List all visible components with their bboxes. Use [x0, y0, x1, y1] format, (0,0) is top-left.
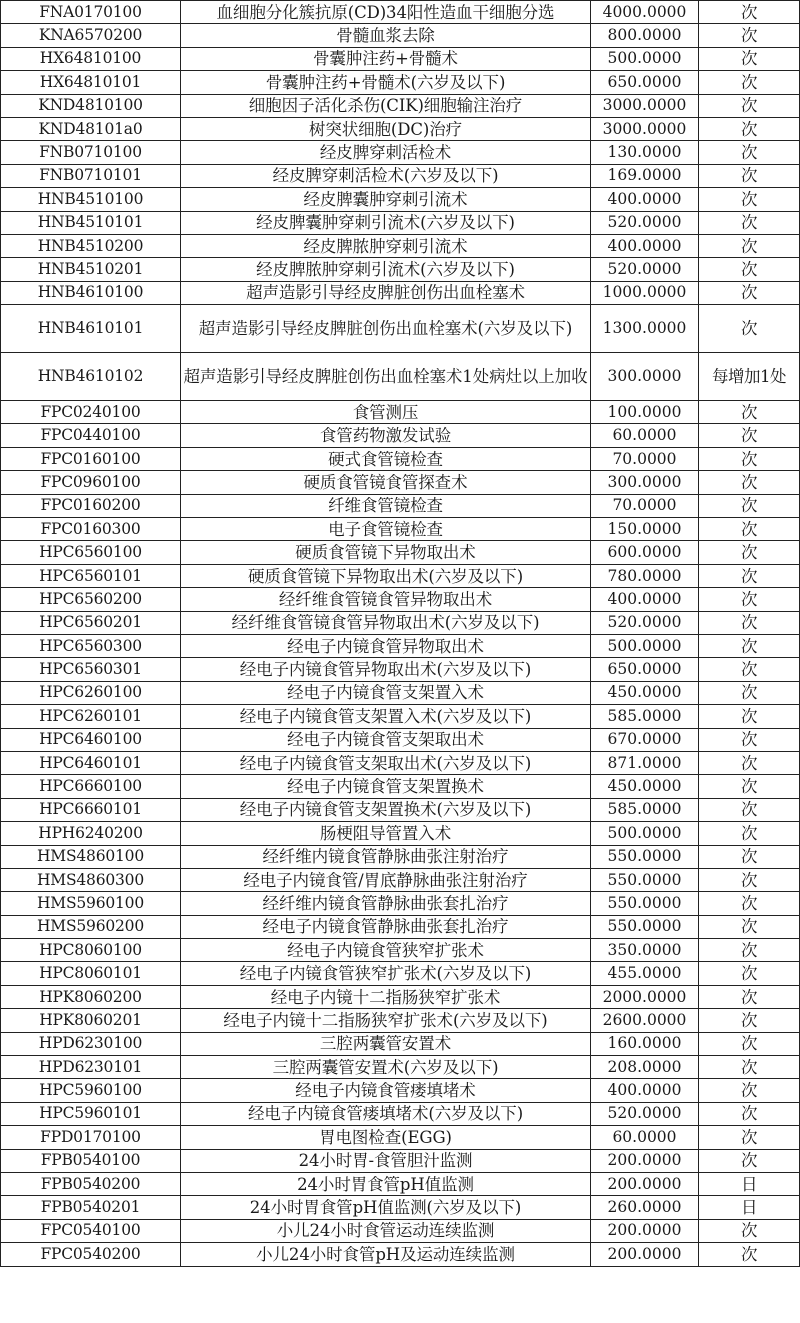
item-code-cell: FPC0160200: [1, 494, 181, 517]
table-row: [1, 915, 800, 938]
item-unit-cell: 次: [699, 564, 800, 587]
item-code-cell: HX64810100: [1, 47, 181, 70]
item-price-cell: 1000.0000: [591, 281, 699, 304]
item-price-cell: 3000.0000: [591, 94, 699, 117]
item-name-cell: 经电子内镜食管支架置换术: [181, 775, 591, 798]
item-unit-cell: 次: [699, 634, 800, 657]
item-code-cell: HPH6240200: [1, 822, 181, 845]
item-unit-cell: 次: [699, 188, 800, 211]
item-name-cell: 硬式食管镜检查: [181, 447, 591, 470]
table-row: [1, 305, 800, 353]
item-code-cell: HPC6560100: [1, 541, 181, 564]
table-row: [1, 518, 800, 541]
item-price-cell: 2000.0000: [591, 985, 699, 1008]
table-row: [1, 634, 800, 657]
item-price-cell: 520.0000: [591, 211, 699, 234]
item-code-cell: HPC6260100: [1, 681, 181, 704]
item-unit-cell: 次: [699, 822, 800, 845]
item-price-cell: 200.0000: [591, 1219, 699, 1242]
item-price-cell: 500.0000: [591, 47, 699, 70]
table-row: [1, 47, 800, 70]
table-row: [1, 751, 800, 774]
item-name-cell: 经皮脾囊肿穿刺引流术(六岁及以下): [181, 211, 591, 234]
item-code-cell: FNB0710101: [1, 164, 181, 187]
item-unit-cell: 次: [699, 845, 800, 868]
table-row: [1, 588, 800, 611]
item-unit-cell: 次: [699, 1219, 800, 1242]
item-price-cell: 2600.0000: [591, 1009, 699, 1032]
item-name-cell: 24小时胃-食管胆汁监测: [181, 1149, 591, 1172]
table-row: [1, 705, 800, 728]
table-row: [1, 868, 800, 891]
item-unit-cell: 次: [699, 1102, 800, 1125]
item-unit-cell: 次: [699, 24, 800, 47]
item-price-cell: 871.0000: [591, 751, 699, 774]
item-price-cell: 169.0000: [591, 164, 699, 187]
item-unit-cell: 次: [699, 401, 800, 424]
item-code-cell: FPD0170100: [1, 1126, 181, 1149]
item-name-cell: 经电子内镜食管支架置换术(六岁及以下): [181, 798, 591, 821]
item-code-cell: FPB0540100: [1, 1149, 181, 1172]
item-name-cell: 经电子内镜食管瘘填堵术: [181, 1079, 591, 1102]
item-code-cell: HPK8060201: [1, 1009, 181, 1032]
table-row: [1, 1149, 800, 1172]
item-code-cell: HMS5960200: [1, 915, 181, 938]
table-row: [1, 1126, 800, 1149]
item-name-cell: 小儿24小时食管运动连续监测: [181, 1219, 591, 1242]
item-name-cell: 经电子内镜食管/胃底静脉曲张注射治疗: [181, 868, 591, 891]
item-code-cell: HX64810101: [1, 71, 181, 94]
table-row: [1, 424, 800, 447]
table-row: [1, 471, 800, 494]
item-unit-cell: 次: [699, 211, 800, 234]
item-code-cell: HNB4510201: [1, 258, 181, 281]
item-price-cell: 3000.0000: [591, 117, 699, 140]
item-price-cell: 350.0000: [591, 939, 699, 962]
item-unit-cell: 次: [699, 588, 800, 611]
item-unit-cell: 次: [699, 71, 800, 94]
table-row: [1, 353, 800, 401]
table-row: [1, 1243, 800, 1266]
item-name-cell: 电子食管镜检查: [181, 518, 591, 541]
item-price-cell: 200.0000: [591, 1172, 699, 1195]
item-name-cell: 经电子内镜食管静脉曲张套扎治疗: [181, 915, 591, 938]
item-unit-cell: 次: [699, 47, 800, 70]
item-name-cell: 经电子内镜食管瘘填堵术(六岁及以下): [181, 1102, 591, 1125]
table-row: [1, 1009, 800, 1032]
item-price-cell: 550.0000: [591, 845, 699, 868]
item-code-cell: HPC6560201: [1, 611, 181, 634]
table-row: [1, 1219, 800, 1242]
item-price-cell: 300.0000: [591, 353, 699, 401]
item-name-cell: 硬质食管镜食管探查术: [181, 471, 591, 494]
item-name-cell: 经电子内镜食管狭窄扩张术: [181, 939, 591, 962]
item-name-cell: 经纤维内镜食管静脉曲张套扎治疗: [181, 892, 591, 915]
item-code-cell: HPD6230101: [1, 1056, 181, 1079]
item-unit-cell: 次: [699, 751, 800, 774]
item-name-cell: 骨髓血浆去除: [181, 24, 591, 47]
item-price-cell: 400.0000: [591, 1079, 699, 1102]
item-name-cell: 24小时胃食管pH值监测(六岁及以下): [181, 1196, 591, 1219]
item-code-cell: FPC0540100: [1, 1219, 181, 1242]
item-code-cell: FPC0160300: [1, 518, 181, 541]
item-name-cell: 经纤维食管镜食管异物取出术: [181, 588, 591, 611]
item-unit-cell: 日: [699, 1196, 800, 1219]
item-price-cell: 160.0000: [591, 1032, 699, 1055]
item-name-cell: 三腔两囊管安置术(六岁及以下): [181, 1056, 591, 1079]
item-price-cell: 500.0000: [591, 822, 699, 845]
item-code-cell: HPC6560301: [1, 658, 181, 681]
table-row: [1, 939, 800, 962]
item-name-cell: 血细胞分化簇抗原(CD)34阳性造血干细胞分选: [181, 1, 591, 24]
item-price-cell: 650.0000: [591, 71, 699, 94]
item-code-cell: HPC5960100: [1, 1079, 181, 1102]
item-unit-cell: 次: [699, 471, 800, 494]
item-unit-cell: 次: [699, 305, 800, 353]
item-name-cell: 肠梗阻导管置入术: [181, 822, 591, 845]
item-code-cell: FPB0540201: [1, 1196, 181, 1219]
item-name-cell: 经电子内镜食管支架置入术(六岁及以下): [181, 705, 591, 728]
item-name-cell: 超声造影引导经皮脾脏创伤出血栓塞术: [181, 281, 591, 304]
item-price-cell: 670.0000: [591, 728, 699, 751]
item-unit-cell: 次: [699, 705, 800, 728]
item-name-cell: 食管药物激发试验: [181, 424, 591, 447]
item-price-cell: 520.0000: [591, 611, 699, 634]
table-row: [1, 564, 800, 587]
table-row: [1, 1079, 800, 1102]
item-price-cell: 4000.0000: [591, 1, 699, 24]
table-row: [1, 447, 800, 470]
item-name-cell: 经电子内镜食管支架取出术(六岁及以下): [181, 751, 591, 774]
item-name-cell: 经电子内镜食管狭窄扩张术(六岁及以下): [181, 962, 591, 985]
item-code-cell: FPC0240100: [1, 401, 181, 424]
item-name-cell: 经纤维内镜食管静脉曲张注射治疗: [181, 845, 591, 868]
item-unit-cell: 次: [699, 681, 800, 704]
table-row: [1, 188, 800, 211]
item-price-cell: 200.0000: [591, 1243, 699, 1266]
item-price-cell: 100.0000: [591, 401, 699, 424]
item-unit-cell: 次: [699, 892, 800, 915]
item-price-cell: 130.0000: [591, 141, 699, 164]
item-code-cell: FNB0710100: [1, 141, 181, 164]
item-code-cell: HPC6560101: [1, 564, 181, 587]
item-price-cell: 800.0000: [591, 24, 699, 47]
item-unit-cell: 次: [699, 424, 800, 447]
table-row: [1, 611, 800, 634]
item-code-cell: HNB4610101: [1, 305, 181, 353]
item-unit-cell: 次: [699, 141, 800, 164]
item-code-cell: HMS4860300: [1, 868, 181, 891]
item-code-cell: HPC6660101: [1, 798, 181, 821]
item-unit-cell: 次: [699, 798, 800, 821]
item-code-cell: HNB4610102: [1, 353, 181, 401]
item-unit-cell: 次: [699, 281, 800, 304]
item-unit-cell: 次: [699, 518, 800, 541]
item-name-cell: 经皮脾脓肿穿刺引流术: [181, 234, 591, 257]
item-code-cell: HPC6260101: [1, 705, 181, 728]
item-code-cell: HNB4610100: [1, 281, 181, 304]
item-name-cell: 经电子内镜食管支架取出术: [181, 728, 591, 751]
item-code-cell: HNB4510100: [1, 188, 181, 211]
item-name-cell: 骨囊肿注药+骨髓术: [181, 47, 591, 70]
item-unit-cell: 次: [699, 94, 800, 117]
item-unit-cell: 日: [699, 1172, 800, 1195]
item-code-cell: FPC0440100: [1, 424, 181, 447]
item-unit-cell: 次: [699, 1079, 800, 1102]
item-code-cell: HPC6660100: [1, 775, 181, 798]
item-name-cell: 骨囊肿注药+骨髓术(六岁及以下): [181, 71, 591, 94]
table-row: [1, 985, 800, 1008]
table-row: [1, 401, 800, 424]
item-name-cell: 硬质食管镜下异物取出术(六岁及以下): [181, 564, 591, 587]
table-row: [1, 1, 800, 24]
item-code-cell: HPC6460100: [1, 728, 181, 751]
item-code-cell: FPC0960100: [1, 471, 181, 494]
item-price-cell: 550.0000: [591, 892, 699, 915]
item-price-cell: 455.0000: [591, 962, 699, 985]
item-unit-cell: 次: [699, 728, 800, 751]
item-price-cell: 60.0000: [591, 1126, 699, 1149]
table-row: [1, 1196, 800, 1219]
item-price-cell: 150.0000: [591, 518, 699, 541]
item-price-cell: 200.0000: [591, 1149, 699, 1172]
item-name-cell: 小儿24小时食管pH及运动连续监测: [181, 1243, 591, 1266]
item-price-cell: 650.0000: [591, 658, 699, 681]
item-name-cell: 经电子内镜十二指肠狭窄扩张术: [181, 985, 591, 1008]
item-code-cell: HPC6560200: [1, 588, 181, 611]
table-row: [1, 234, 800, 257]
item-unit-cell: 次: [699, 915, 800, 938]
item-code-cell: HPK8060200: [1, 985, 181, 1008]
item-unit-cell: 次: [699, 164, 800, 187]
item-code-cell: HNB4510200: [1, 234, 181, 257]
item-code-cell: KND48101a0: [1, 117, 181, 140]
item-unit-cell: 次: [699, 1056, 800, 1079]
item-price-cell: 400.0000: [591, 188, 699, 211]
item-name-cell: 经皮脾脓肿穿刺引流术(六岁及以下): [181, 258, 591, 281]
item-name-cell: 经皮脾穿刺活检术(六岁及以下): [181, 164, 591, 187]
item-price-cell: 400.0000: [591, 234, 699, 257]
item-price-cell: 600.0000: [591, 541, 699, 564]
table-row: [1, 164, 800, 187]
item-unit-cell: 次: [699, 1126, 800, 1149]
item-unit-cell: 次: [699, 985, 800, 1008]
table-row: [1, 681, 800, 704]
table-row: [1, 24, 800, 47]
item-unit-cell: 次: [699, 117, 800, 140]
item-name-cell: 经皮脾穿刺活检术: [181, 141, 591, 164]
item-unit-cell: 次: [699, 775, 800, 798]
table-row: [1, 962, 800, 985]
item-price-cell: 1300.0000: [591, 305, 699, 353]
item-unit-cell: 次: [699, 1032, 800, 1055]
item-price-cell: 70.0000: [591, 447, 699, 470]
item-price-cell: 550.0000: [591, 915, 699, 938]
item-unit-cell: 次: [699, 939, 800, 962]
item-name-cell: 食管测压: [181, 401, 591, 424]
table-row: [1, 892, 800, 915]
item-price-cell: 520.0000: [591, 1102, 699, 1125]
item-unit-cell: 次: [699, 1, 800, 24]
table-row: [1, 141, 800, 164]
item-code-cell: HPC8060101: [1, 962, 181, 985]
item-code-cell: HPD6230100: [1, 1032, 181, 1055]
item-unit-cell: 次: [699, 1149, 800, 1172]
table-row: [1, 1102, 800, 1125]
item-code-cell: FNA0170100: [1, 1, 181, 24]
table-row: [1, 728, 800, 751]
item-unit-cell: 次: [699, 258, 800, 281]
item-code-cell: FPC0540200: [1, 1243, 181, 1266]
item-price-cell: 450.0000: [591, 775, 699, 798]
item-name-cell: 超声造影引导经皮脾脏创伤出血栓塞术1处病灶以上加收: [181, 353, 591, 401]
item-name-cell: 24小时胃食管pH值监测: [181, 1172, 591, 1195]
item-unit-cell: 次: [699, 962, 800, 985]
item-code-cell: KND4810100: [1, 94, 181, 117]
item-name-cell: 经电子内镜食管支架置入术: [181, 681, 591, 704]
item-name-cell: 树突状细胞(DC)治疗: [181, 117, 591, 140]
item-price-cell: 208.0000: [591, 1056, 699, 1079]
table-row: [1, 1056, 800, 1079]
table-row: [1, 1032, 800, 1055]
item-code-cell: KNA6570200: [1, 24, 181, 47]
item-price-cell: 780.0000: [591, 564, 699, 587]
table-row: [1, 845, 800, 868]
item-unit-cell: 次: [699, 1243, 800, 1266]
item-price-cell: 500.0000: [591, 634, 699, 657]
item-unit-cell: 次: [699, 868, 800, 891]
item-unit-cell: 每增加1处: [699, 353, 800, 401]
item-name-cell: 胃电图检查(EGG): [181, 1126, 591, 1149]
item-code-cell: HNB4510101: [1, 211, 181, 234]
table-row: [1, 258, 800, 281]
item-unit-cell: 次: [699, 611, 800, 634]
item-unit-cell: 次: [699, 447, 800, 470]
table-body: [1, 1, 800, 1267]
item-name-cell: 超声造影引导经皮脾脏创伤出血栓塞术(六岁及以下): [181, 305, 591, 353]
item-code-cell: HPC6460101: [1, 751, 181, 774]
item-unit-cell: 次: [699, 658, 800, 681]
item-name-cell: 硬质食管镜下异物取出术: [181, 541, 591, 564]
item-unit-cell: 次: [699, 494, 800, 517]
item-price-cell: 585.0000: [591, 705, 699, 728]
table-row: [1, 71, 800, 94]
item-price-cell: 60.0000: [591, 424, 699, 447]
item-price-cell: 300.0000: [591, 471, 699, 494]
table-row: [1, 1172, 800, 1195]
item-code-cell: HPC6560300: [1, 634, 181, 657]
item-price-cell: 70.0000: [591, 494, 699, 517]
item-name-cell: 细胞因子活化杀伤(CIK)细胞输注治疗: [181, 94, 591, 117]
table-row: [1, 658, 800, 681]
item-code-cell: HPC8060100: [1, 939, 181, 962]
item-name-cell: 经电子内镜食管异物取出术: [181, 634, 591, 657]
item-unit-cell: 次: [699, 234, 800, 257]
table-row: [1, 94, 800, 117]
item-code-cell: HMS4860100: [1, 845, 181, 868]
item-unit-cell: 次: [699, 541, 800, 564]
table-row: [1, 211, 800, 234]
item-name-cell: 三腔两囊管安置术: [181, 1032, 591, 1055]
table-row: [1, 117, 800, 140]
item-name-cell: 经纤维食管镜食管异物取出术(六岁及以下): [181, 611, 591, 634]
table-row: [1, 494, 800, 517]
item-name-cell: 经电子内镜食管异物取出术(六岁及以下): [181, 658, 591, 681]
item-price-cell: 400.0000: [591, 588, 699, 611]
item-price-cell: 550.0000: [591, 868, 699, 891]
item-name-cell: 经皮脾囊肿穿刺引流术: [181, 188, 591, 211]
item-price-cell: 520.0000: [591, 258, 699, 281]
item-code-cell: FPB0540200: [1, 1172, 181, 1195]
item-price-cell: 260.0000: [591, 1196, 699, 1219]
item-name-cell: 纤维食管镜检查: [181, 494, 591, 517]
table-row: [1, 281, 800, 304]
item-code-cell: HPC5960101: [1, 1102, 181, 1125]
table-row: [1, 775, 800, 798]
table-row: [1, 541, 800, 564]
item-price-cell: 450.0000: [591, 681, 699, 704]
item-code-cell: HMS5960100: [1, 892, 181, 915]
item-code-cell: FPC0160100: [1, 447, 181, 470]
item-price-cell: 585.0000: [591, 798, 699, 821]
table-row: [1, 798, 800, 821]
table-row: [1, 822, 800, 845]
item-name-cell: 经电子内镜十二指肠狭窄扩张术(六岁及以下): [181, 1009, 591, 1032]
item-unit-cell: 次: [699, 1009, 800, 1032]
